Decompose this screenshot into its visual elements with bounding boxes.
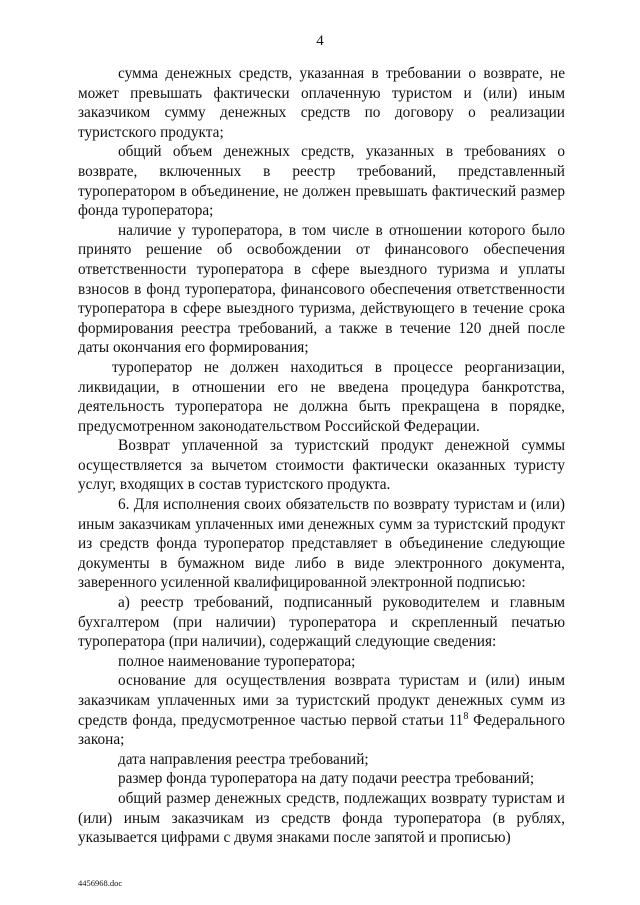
paragraph-fund-size: размер фонда туроператора на дату подачи реестра требований;: [118, 770, 535, 788]
refund-basis-text: основание для осуществления возврата туристам и (или) иным заказчикам уплаченных ими за туристский продукт денежных сумм из средств фонда, предусмотренное частью первой статьи 11: [78, 672, 565, 729]
paragraph-refund-amount-limit: сумма денежных средств, указанная в требовании о возврате, не может превышать фактически оплаченную туристом и (или) иным заказчиком сумму денежных средств по договору о реализации туристского продукта;: [78, 65, 565, 141]
document-body: [78, 64, 565, 848]
paragraph-refund-basis: [78, 671, 565, 749]
paragraph-total-refund-amount: общий размер денежных средств, подлежащих возврату туристам и (или) иным заказчикам из средств фонда туроператора (в рублях, указывается цифрами с двумя знаками после запятой и прописью): [78, 789, 565, 847]
footer-filename: 4456968.doc: [78, 878, 123, 888]
paragraph-register-date: дата направления реестра требований;: [118, 750, 369, 768]
article-superscript: 8: [463, 710, 469, 722]
refund-basis-law: Федерального закона;: [78, 711, 565, 749]
paragraph-no-reorganization: туроператор не должен находиться в процессе реорганизации, ликвидации, в отношении его не введена процедура банкротства, деятельность туроператора не должна быть прекращена в порядке, предусмотренном законодательством Российской Федерации.: [78, 358, 565, 435]
paragraph-financial-security: наличие у туроператора, в том числе в отношении которого было принято решение об освобождении от финансового обеспечения ответственности туроператора в сфере выездного туризма и уплаты взносов в фонд туроператора, финансового обеспечения ответственности туроператора в сфере выездного туризма, действующего в течение срока формирования реестра требований, а также в течение 120 дней после даты окончания его формирования;: [78, 221, 565, 357]
paragraph-refund-deduction: Возврат уплаченной за туристский продукт денежной суммы осуществляется за вычетом стоимости фактически оказанных туристу услуг, входящих в состав туристского продукта.: [78, 437, 565, 494]
paragraph-total-claims-limit: общий объем денежных средств, указанных в требованиях о возврате, включенных в реестр требований, представленный туроператором в объединение, не должен превышать фактический размер фонда туроператора;: [78, 143, 565, 220]
paragraph-claims-register: а) реестр требований, подписанный руководителем и главным бухгалтером (при наличии) туроператора и скрепленный печатью туроператора (при наличии), содержащий следующие сведения:: [78, 594, 565, 651]
paragraph-full-name: полное наименование туроператора;: [118, 652, 356, 670]
page-number: 4: [316, 33, 324, 49]
paragraph-section-6-documents: 6. Для исполнения своих обязательств по возврату туристам и (или) иным заказчикам уплаченных ими денежных сумм за туристский продукт из средств фонда туроператор представляет в объединение следующие документы в бумажном виде либо в виде электронного документа, заверенного усиленной квалифицированной электронной подписью:: [78, 496, 565, 592]
